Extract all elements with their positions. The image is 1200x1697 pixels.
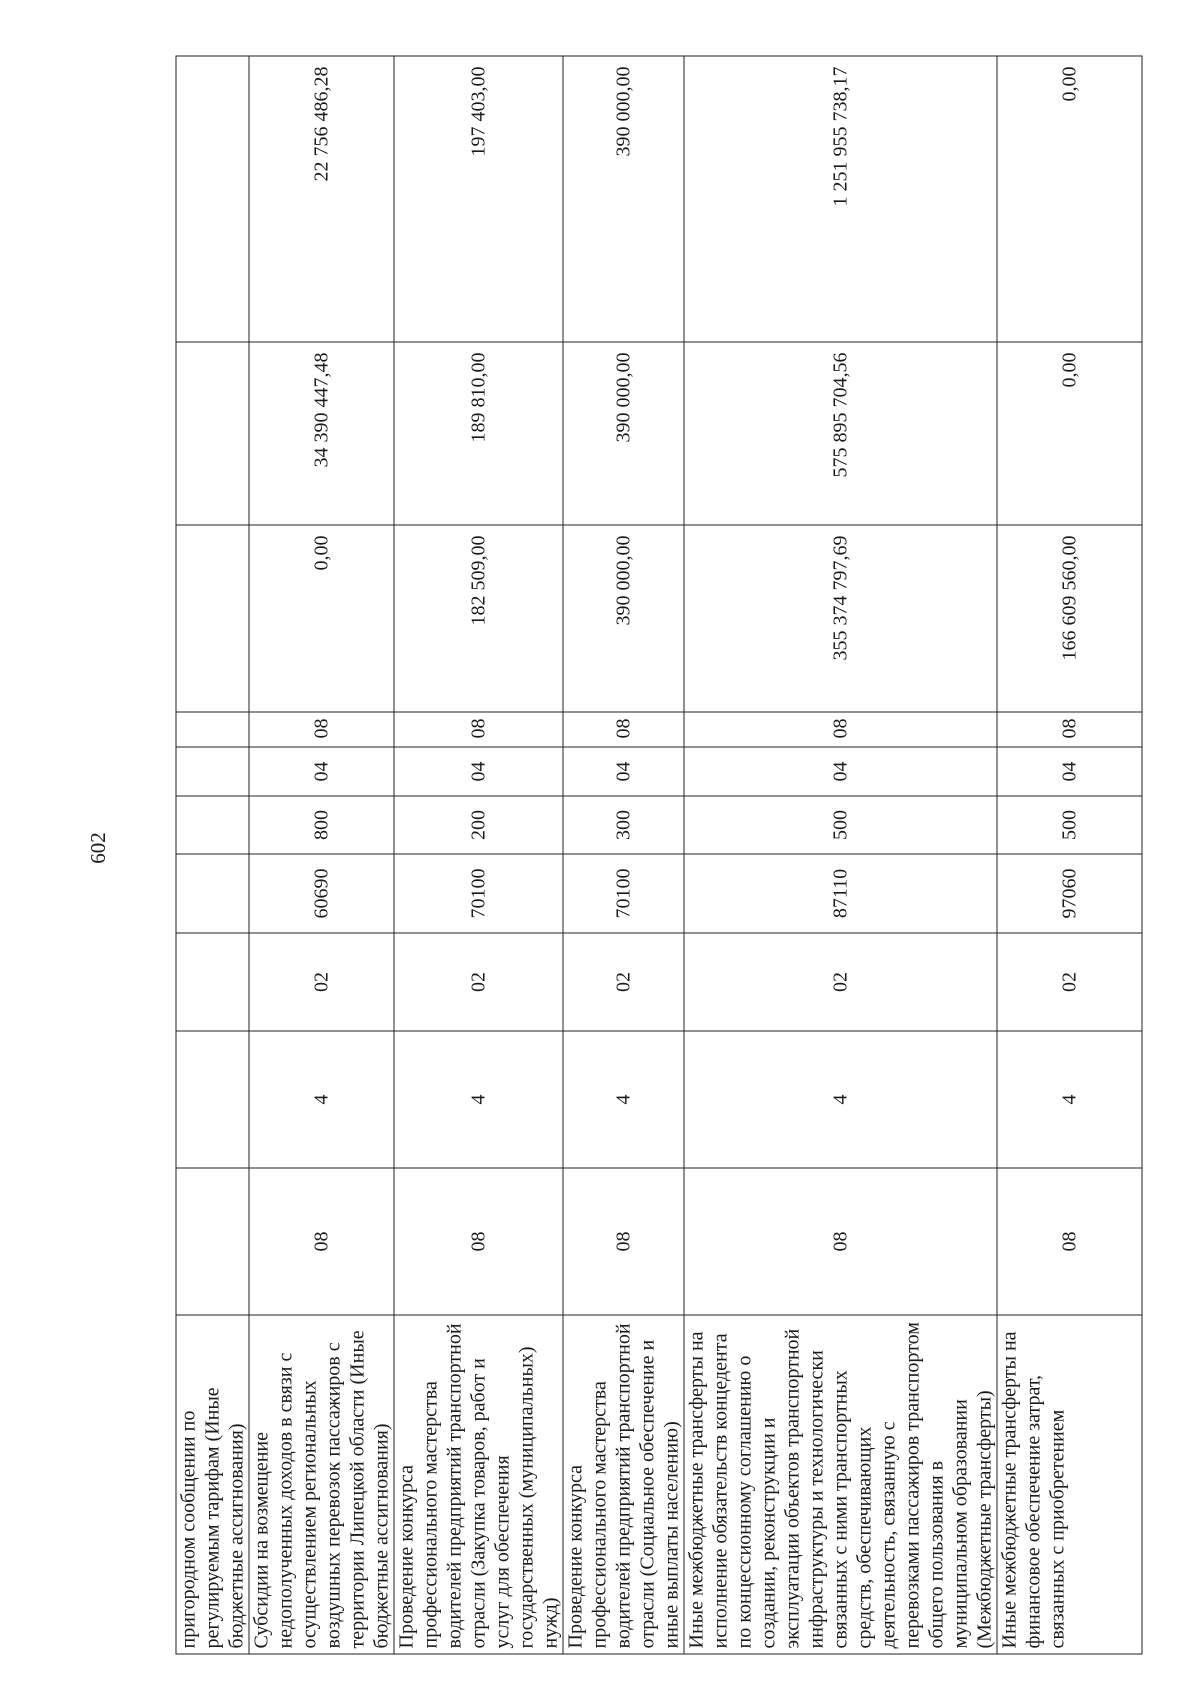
table-row [563, 56, 684, 1654]
code-subprogram: 02 [997, 933, 1142, 1031]
table-row [997, 56, 1142, 1654]
code-subchapter: 08 [997, 712, 1142, 747]
code-program: 4 [394, 1031, 563, 1168]
amount-year-1 [176, 525, 249, 712]
code-expense-type: 200 [394, 796, 563, 854]
code-direction: 97060 [997, 854, 1142, 933]
amount-year-1: 390 000,00 [563, 525, 684, 712]
amount-year-2 [176, 342, 249, 525]
code-expense-type: 800 [249, 796, 394, 854]
code-subchapter: 08 [563, 712, 684, 747]
amount-year-2: 575 895 704,56 [684, 342, 997, 525]
table-row [684, 56, 997, 1654]
code-direction: 60690 [249, 854, 394, 933]
row-description: Субсидии на возмещение недополученных доходов в связи с осуществлением региональных воздушных перевозок пассажиров с территории Липецкой области (Иные бюджетные ассигнования) [249, 1315, 394, 1654]
table-row [176, 56, 249, 1654]
code-subprogram [176, 933, 249, 1031]
code-direction: 70100 [394, 854, 563, 933]
budget-table-sheet [176, 56, 1133, 1654]
code-expense-type [176, 796, 249, 854]
amount-year-3: 22 756 486,28 [249, 56, 394, 342]
amount-year-2: 0,00 [997, 342, 1142, 525]
code-section [176, 1168, 249, 1315]
code-subchapter [176, 712, 249, 747]
code-subchapter: 08 [394, 712, 563, 747]
code-subprogram: 02 [563, 933, 684, 1031]
amount-year-3: 0,00 [997, 56, 1142, 342]
row-description: Иные межбюджетные трансферты на исполнение обязательств концедента по концессионному соглашению о создании, реконструкции и эксплуатации объектов транспортной инфраструктуры и технологически связанных с ними транспортных средств, обеспечивающих деятельность, связанную с перевозками пассажиров транспортом общего пользования в муниципальном образовании (Межбюджетные трансферты) [684, 1315, 997, 1654]
amount-year-1: 0,00 [249, 525, 394, 712]
code-program: 4 [563, 1031, 684, 1168]
amount-year-3 [176, 56, 249, 342]
code-section: 08 [394, 1168, 563, 1315]
code-section: 08 [249, 1168, 394, 1315]
code-chapter: 04 [563, 747, 684, 796]
code-section: 08 [997, 1168, 1142, 1315]
page-number: 602 [86, 832, 110, 864]
amount-year-2: 390 000,00 [563, 342, 684, 525]
code-subchapter: 08 [249, 712, 394, 747]
code-chapter: 04 [394, 747, 563, 796]
code-section: 08 [684, 1168, 997, 1315]
code-chapter [176, 747, 249, 796]
table-row [249, 56, 394, 1654]
code-subchapter: 08 [684, 712, 997, 747]
code-chapter: 04 [249, 747, 394, 796]
code-subprogram: 02 [684, 933, 997, 1031]
code-expense-type: 500 [684, 796, 997, 854]
code-chapter: 04 [997, 747, 1142, 796]
row-description: Иные межбюджетные трансферты на финансовое обеспечение затрат, связанных с приобретением [997, 1315, 1142, 1654]
amount-year-3: 1 251 955 738,17 [684, 56, 997, 342]
row-description: Проведение конкурса профессионального мастерства водителей предприятий транспортной отрасли (Социальное обеспечение и иные выплаты населению) [563, 1315, 684, 1654]
code-section: 08 [563, 1168, 684, 1315]
code-program: 4 [249, 1031, 394, 1168]
code-direction: 87110 [684, 854, 997, 933]
code-chapter: 04 [684, 747, 997, 796]
row-description: Проведение конкурса профессионального мастерства водителей предприятий транспортной отрасли (Закупка товаров, работ и услуг для обеспечения государственных (муниципальных) нужд) [394, 1315, 563, 1654]
amount-year-1: 166 609 560,00 [997, 525, 1142, 712]
code-expense-type: 500 [997, 796, 1142, 854]
code-direction [176, 854, 249, 933]
code-program [176, 1031, 249, 1168]
code-program: 4 [684, 1031, 997, 1168]
amount-year-3: 390 000,00 [563, 56, 684, 342]
amount-year-3: 197 403,00 [394, 56, 563, 342]
amount-year-2: 34 390 447,48 [249, 342, 394, 525]
code-direction: 70100 [563, 854, 684, 933]
code-program: 4 [997, 1031, 1142, 1168]
code-subprogram: 02 [394, 933, 563, 1031]
amount-year-1: 182 509,00 [394, 525, 563, 712]
amount-year-2: 189 810,00 [394, 342, 563, 525]
row-description: пригородном сообщении по регулируемым тарифам (Иные бюджетные ассигнования) [176, 1315, 249, 1654]
code-expense-type: 300 [563, 796, 684, 854]
budget-table [176, 55, 1143, 1654]
table-row [394, 56, 563, 1654]
amount-year-1: 355 374 797,69 [684, 525, 997, 712]
code-subprogram: 02 [249, 933, 394, 1031]
